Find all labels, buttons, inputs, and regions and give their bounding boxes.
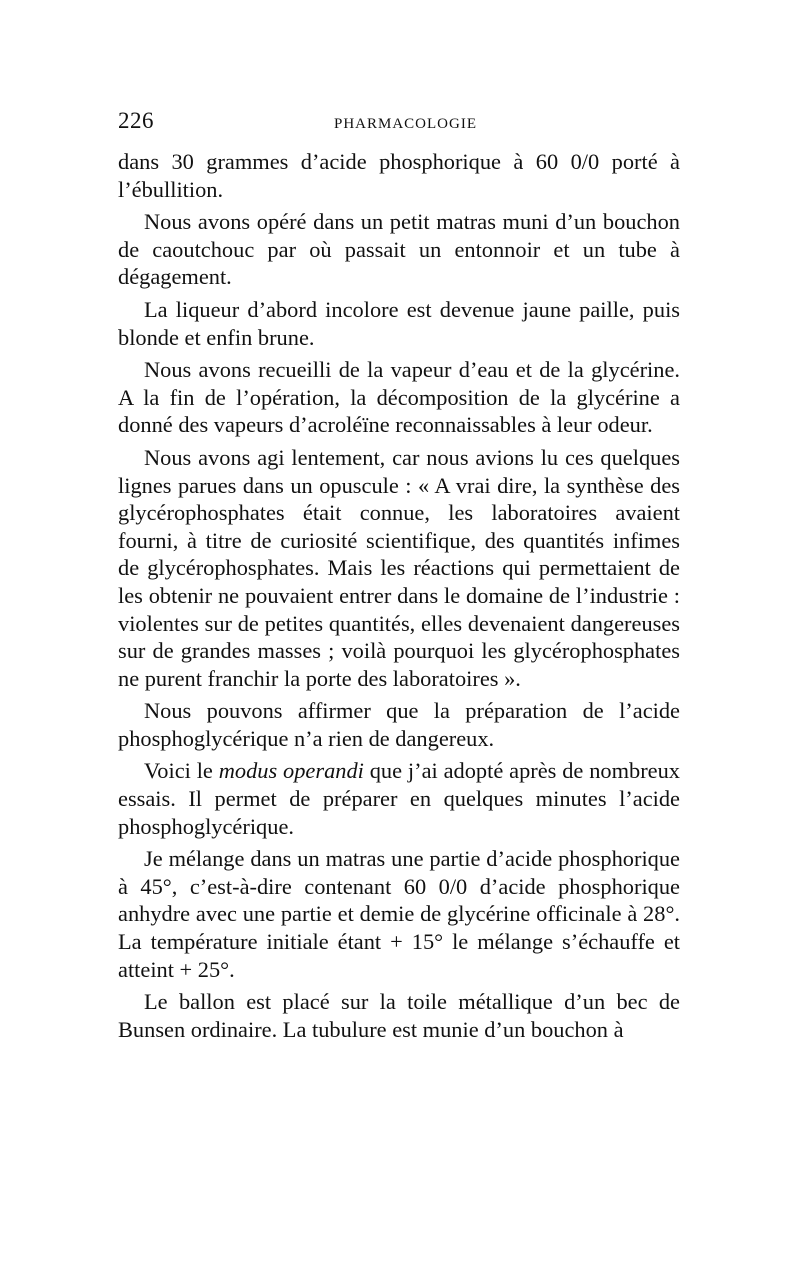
page-header: [118, 108, 680, 148]
paragraph-7-end: que j’ai adopté après de nombreux essais. Il permet de préparer en quelques minutes l’acide phosphoglycérique.: [118, 758, 680, 839]
paragraph-7: [118, 757, 680, 840]
paragraph-9: Le ballon est placé sur la toile métallique d’un bec de Bunsen ordinaire. La tubulure est munie d’un bouchon à: [118, 989, 680, 1042]
paragraph-5: Nous avons agi lentement, car nous avions lu ces quelques lignes parues dans un opuscule : « A vrai dire, la synthèse des glycérophosphates était connue, les laboratoires avaient fourni, à titre de curiosité scientifique, des quantités infimes de glycérophosphates. Mais les réactions qui permettaient de les obtenir ne pouvaient entrer dans le domaine de l’industrie : violentes sur de petites quantités, elles devenaient dangereuses sur de grandes masses ; voilà pourquoi les glycérophosphates ne purent franchir la porte des laboratoires ».: [118, 444, 680, 691]
page-number: 226: [118, 108, 154, 133]
emphasis-modus-operandi: modus operandi: [218, 758, 364, 784]
body-text: [118, 148, 680, 1043]
paragraph-6: Nous pouvons affirmer que la préparation de l’acide phosphoglycérique n’a rien de dangereux.: [118, 698, 680, 751]
book-page: [118, 108, 680, 1048]
paragraph-1: dans 30 grammes d’acide phosphorique à 60 0/0 porté à l’ébullition.: [118, 149, 680, 202]
paragraph-7-start: Voici le: [144, 758, 219, 784]
paragraph-3: La liqueur d’abord incolore est devenue jaune paille, puis blonde et enfin brune.: [118, 296, 680, 350]
paragraph-4: Nous avons recueilli de la vapeur d’eau et de la glycérine. A la fin de l’opération, la décomposition de la glycérine a donné des vapeurs d’acroléïne reconnaissables à leur odeur.: [118, 357, 680, 438]
paragraph-2: Nous avons opéré dans un petit matras muni d’un bouchon de caoutchouc par où passait un entonnoir et un tube à dégagement.: [118, 209, 680, 290]
paragraph-8: Je mélange dans un matras une partie d’acide phosphorique à 45°, c’est-à-dire contenant 60 0/0 d’acide phosphorique anhydre avec une partie et demie de glycérine officinale à 28°. La température initiale étant + 15° le mélange s’échauffe et atteint + 25°.: [118, 846, 680, 982]
running-head: PHARMACOLOGIE: [334, 116, 478, 132]
